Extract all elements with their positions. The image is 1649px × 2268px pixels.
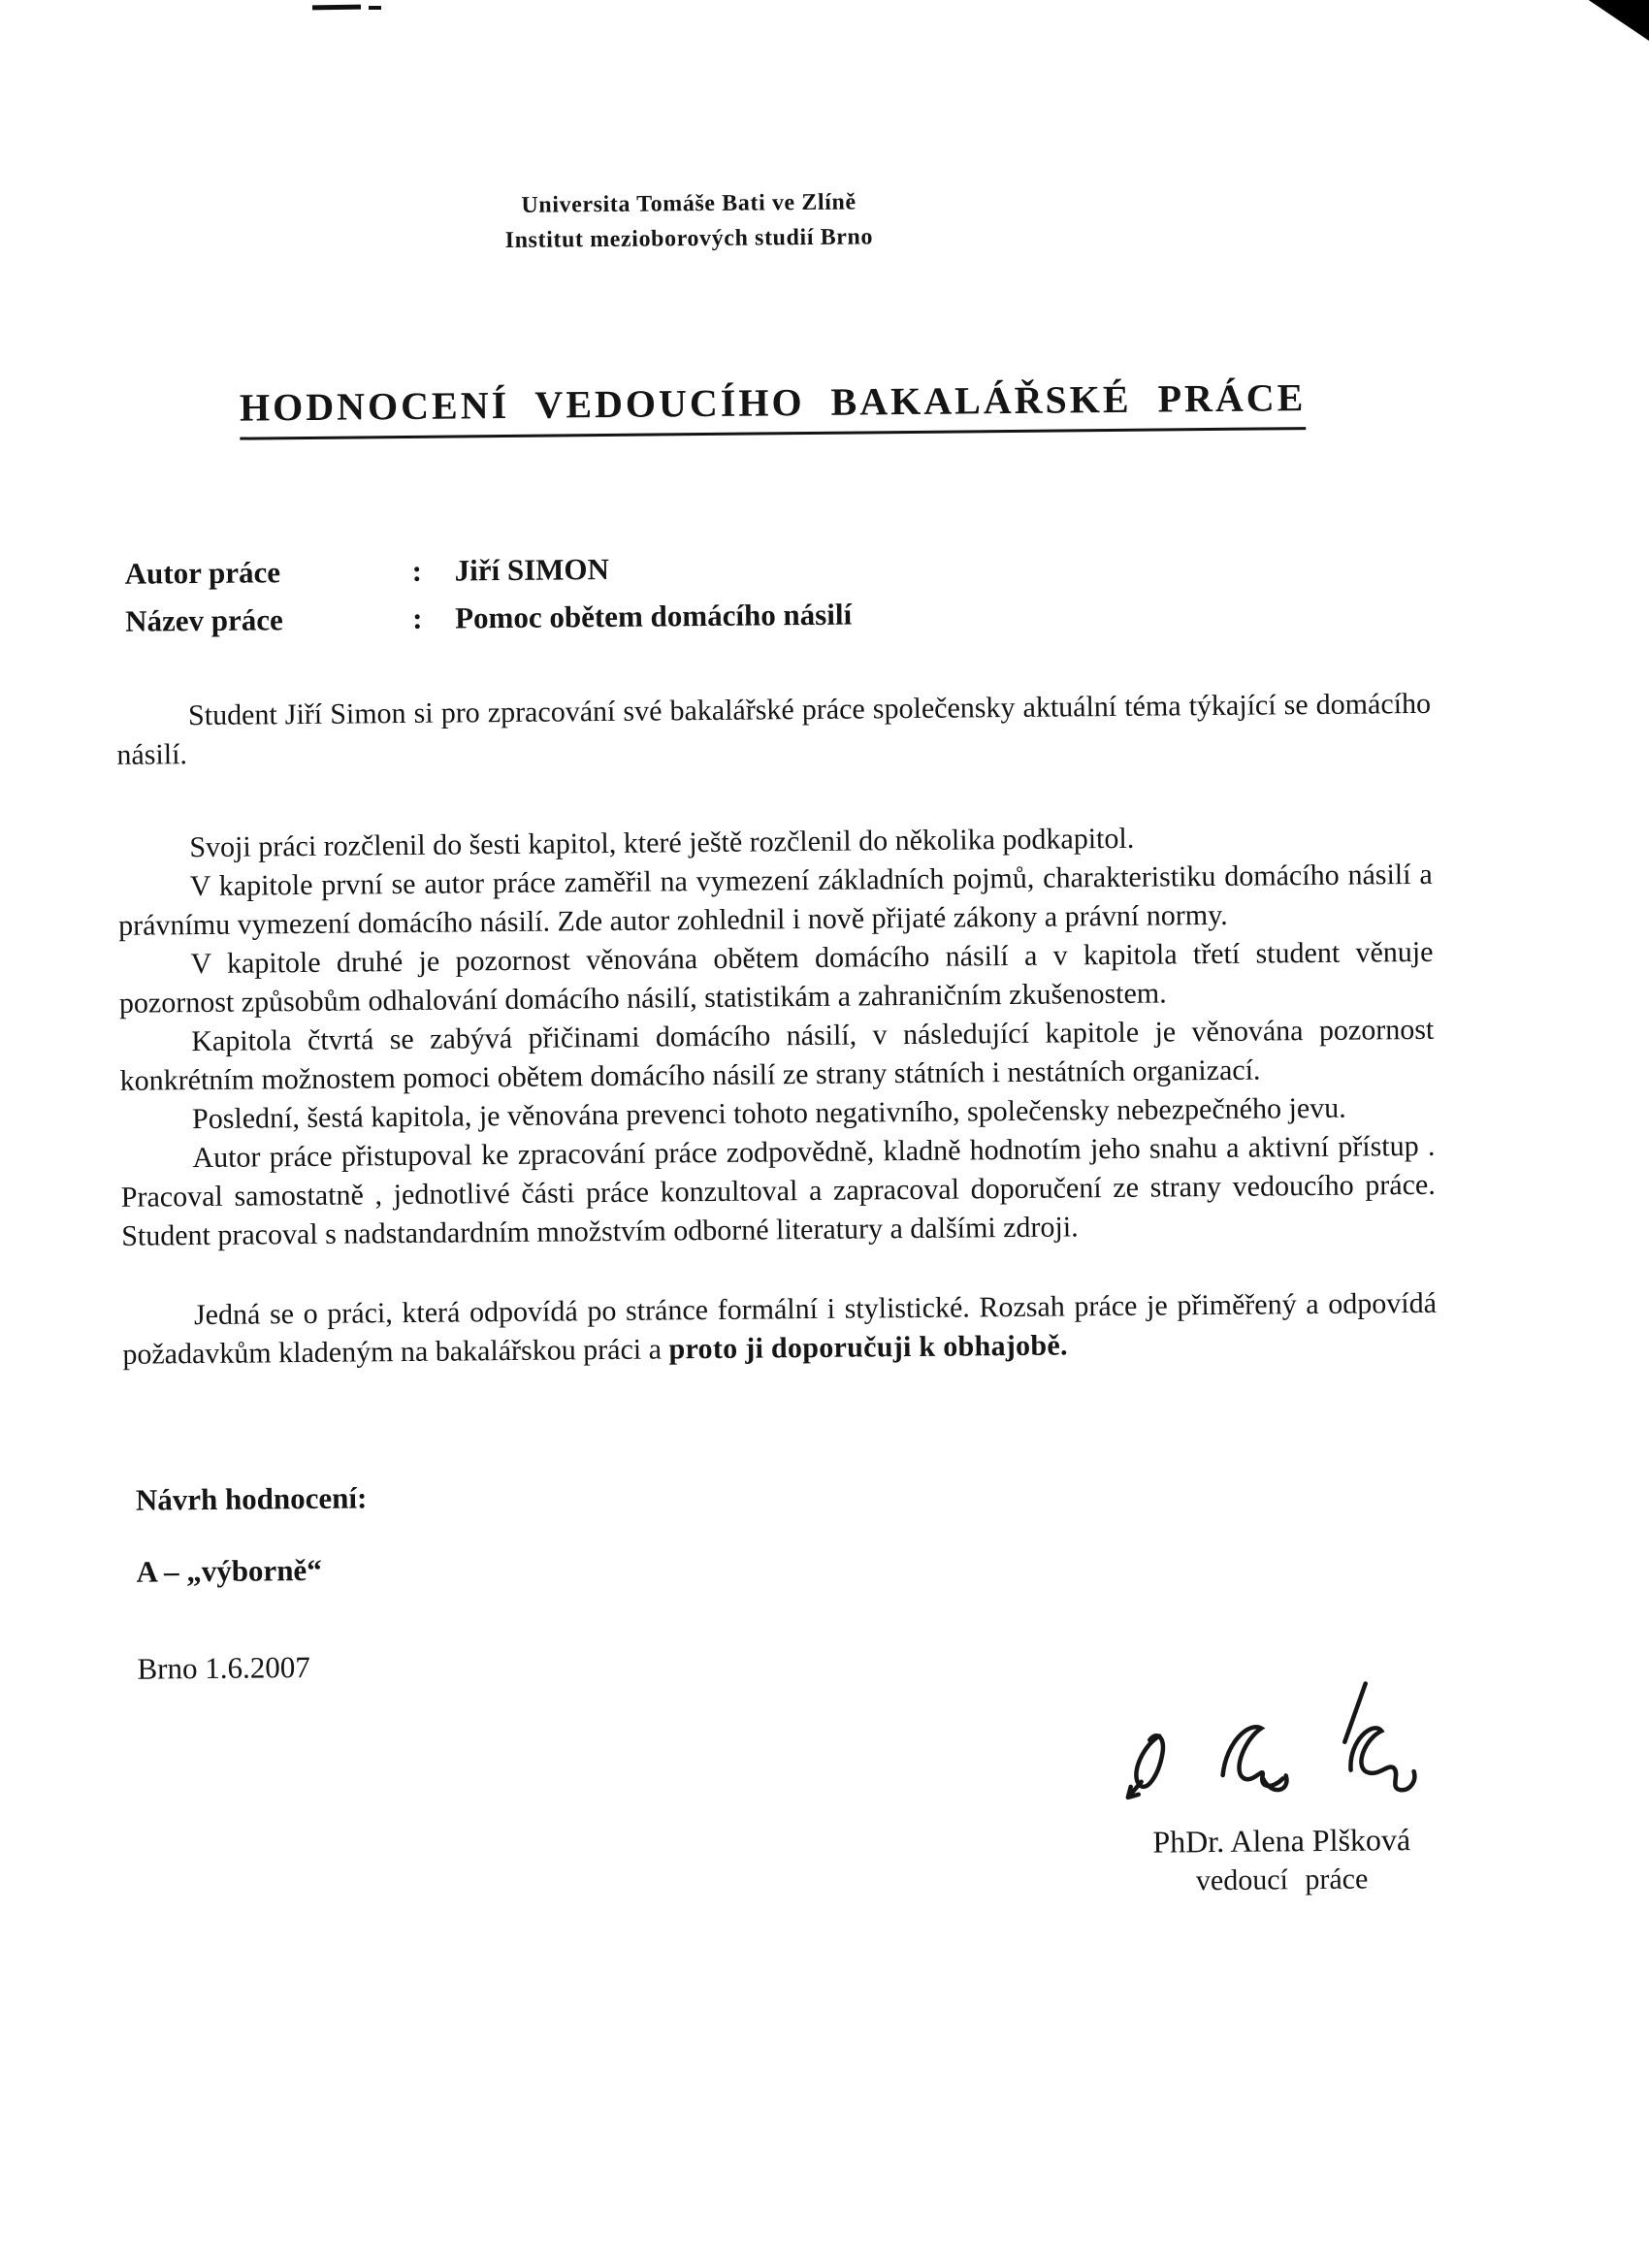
supervisor-role: vedoucí práce [1195, 1863, 1369, 1897]
intro-paragraph: Student Jiří Simon si pro zpracování své bakalářské práce společensky aktuální téma týkající se domácího násilí. [116, 687, 1432, 771]
author-separator: : [411, 553, 423, 588]
thesis-title-label: Název práce [124, 602, 283, 638]
conclusion-bold-text: proto ji doporučuji k obhajobě. [668, 1329, 1068, 1366]
document-title: HODNOCENÍ VEDOUCÍHO BAKALÁŘSKÉ PRÁCE [240, 374, 1307, 440]
evaluation-body [116, 685, 1438, 1375]
title-row [240, 373, 1428, 440]
university-name: Universita Tomáše Bati ve Zlíně [521, 189, 857, 218]
body-paragraph: V kapitole první se autor práce zaměřil na vymezení základních pojmů, charakteristiku domácího násilí a právnímu vymezení domácího násilí. Zde autor zohlednil i nově přijaté zákony a právní normy. [117, 858, 1433, 942]
grade-proposal-label: Návrh hodnocení: [135, 1480, 368, 1517]
author-label: Autor práce [124, 555, 281, 591]
author-value: Jiří SIMON [454, 551, 610, 588]
place-and-date: Brno 1.6.2007 [137, 1649, 310, 1686]
letterhead [112, 180, 1267, 261]
thesis-metadata [114, 537, 1430, 645]
conclusion-paragraph [122, 1284, 1438, 1375]
body-paragraph: V kapitole druhé je pozornost věnována obětem domácího násilí a v kapitola třetí student věnuje pozornost způsobům odhalování domácího násilí, statistikám a zahraničním zkušenostem. [118, 935, 1434, 1020]
conclusion-normal-text: Jedná se o práci, která odpovídá po stránce formální i stylistické. Rozsah práce je přiměřený a odpovídá požadavkům kladeným na bakalářskou práci a [122, 1286, 1438, 1371]
document-content [110, 0, 1445, 2268]
grade-value: A – „výborně“ [136, 1552, 322, 1589]
institute-name: Institut mezioborových studií Brno [504, 224, 874, 253]
thesis-title-value: Pomoc obětem domácího násilí [454, 597, 853, 635]
thesis-title-separator: : [411, 600, 423, 635]
body-paragraph: Poslední, šestá kapitola, je věnována prevenci tohoto negativního, společensky nebezpečného jevu. [191, 1091, 1346, 1136]
supervisor-name: PhDr. Alena Plšková [1152, 1822, 1411, 1860]
handwritten-signature-icon [1106, 1679, 1456, 1823]
signature-block [1101, 1679, 1462, 1903]
body-paragraph: Kapitola čtvrtá se zabývá přičinami domácího násilí, v následující kapitole je věnována pozornost konkrétním možnostem pomoci obětem domácího násilí ze strany státních i nestátních organizací. [119, 1013, 1435, 1097]
body-paragraph: Svoji práci rozčlenil do šesti kapitol, které ještě rozčlenil do několika podkapitol. [189, 822, 1135, 864]
scan-artifact-corner [1575, 0, 1649, 41]
body-paragraph: Autor práce přistupoval ke zpracování práce zodpovědně, kladně hodnotím jeho snahu a aktivní přístup . Pracoval samostatně , jednotlivé části práce konzultoval a zapracoval doporučení ze strany vedoucího práce. Student pracoval s nadstandardním množstvím odborné literatury a dalšími zdroji. [120, 1129, 1436, 1252]
